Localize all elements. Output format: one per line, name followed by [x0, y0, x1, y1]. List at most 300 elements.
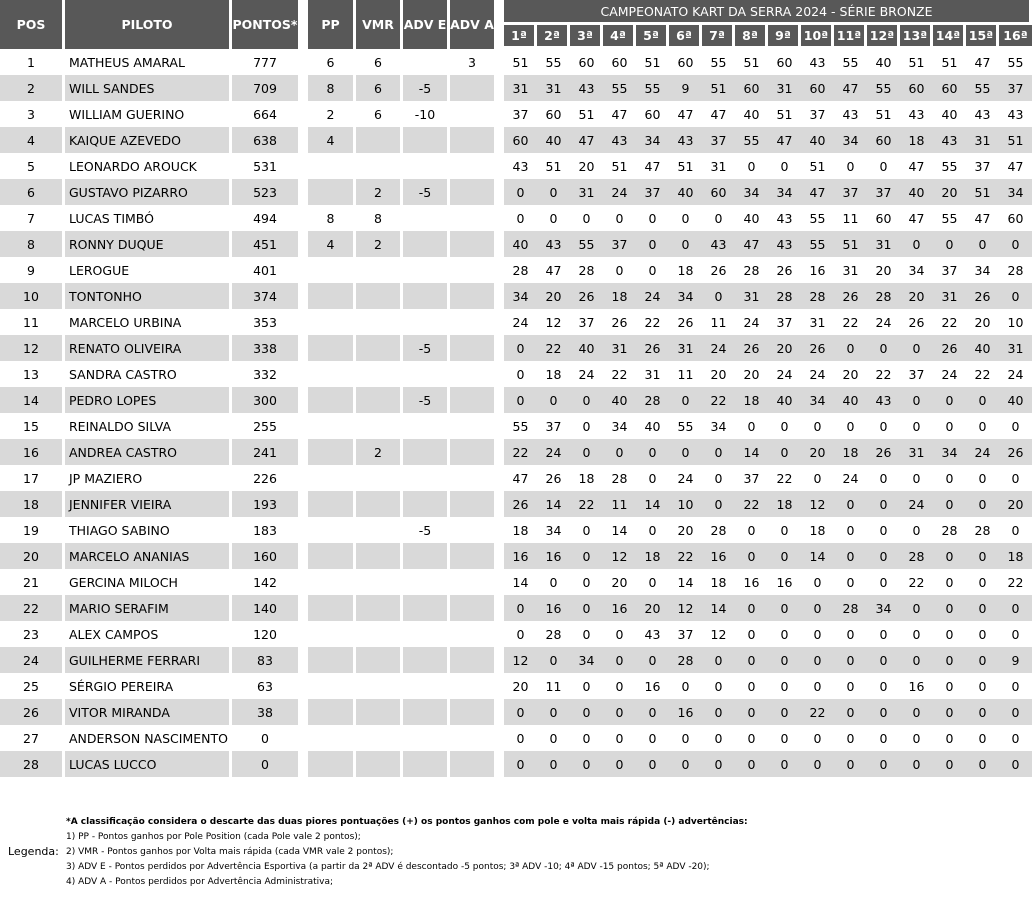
- race-points-cell: 22: [941, 314, 958, 330]
- column-gap: [301, 387, 308, 413]
- vmr-cell: [356, 517, 403, 543]
- points-cell: 140: [232, 595, 301, 621]
- adv-a-cell: [450, 751, 497, 777]
- race-points-cell: 0: [636, 699, 669, 725]
- column-gap: [497, 517, 504, 543]
- column-gap: [497, 283, 504, 309]
- race-points-cell: 0: [912, 418, 921, 434]
- race-points-cell: 0: [801, 595, 834, 621]
- column-gap: [301, 205, 308, 231]
- adv-a-cell: [450, 413, 497, 439]
- vmr-cell: [356, 361, 403, 387]
- header-pos: POS: [0, 0, 65, 49]
- race-points-cell: 0: [648, 522, 657, 538]
- race-points-cell: 20: [900, 283, 933, 309]
- column-gap: [301, 361, 308, 387]
- race-points-cell: 0: [735, 595, 768, 621]
- race-points-cell: 16: [908, 678, 925, 694]
- adv-e-cell: [403, 595, 450, 621]
- table-row: [0, 725, 1032, 751]
- table-row: [0, 517, 1032, 543]
- adv-e-cell: [403, 283, 450, 309]
- race-points-cell: 0: [735, 751, 768, 777]
- column-gap: [497, 361, 504, 387]
- race-points-cell: 0: [945, 730, 954, 746]
- race-points-cell: 47: [545, 262, 562, 278]
- table-row: [0, 439, 1032, 465]
- pilot-name-cell: REINALDO SILVA: [65, 413, 232, 439]
- adv-e-cell: [403, 231, 450, 257]
- race-points-cell: 55: [545, 54, 562, 70]
- race-points-cell: 0: [780, 678, 789, 694]
- pilot-name-cell: MARCELO URBINA: [65, 309, 232, 335]
- race-points-cell: 51: [512, 54, 529, 70]
- pp-cell: [308, 621, 356, 647]
- column-gap: [301, 335, 308, 361]
- race-points-cell: 16: [644, 678, 661, 694]
- column-gap: [497, 751, 504, 777]
- race-points-cell: 31: [669, 335, 702, 361]
- race-points-cell: 24: [776, 366, 793, 382]
- race-points-cell: 0: [933, 647, 966, 673]
- race-points-cell: 26: [834, 283, 867, 309]
- race-points-cell: 31: [900, 439, 933, 465]
- race-points-cell: 40: [834, 387, 867, 413]
- adv-a-cell: [450, 361, 497, 387]
- pp-cell: [308, 439, 356, 465]
- pp-cell: 4: [308, 127, 356, 153]
- adv-e-cell: [403, 49, 450, 75]
- race-points-cell: 11: [710, 314, 727, 330]
- race-points-cell: 28: [636, 387, 669, 413]
- race-points-cell: 14: [677, 574, 694, 590]
- pp-cell: [308, 491, 356, 517]
- pp-cell: 4: [308, 231, 356, 257]
- race-points-cell: 43: [702, 231, 735, 257]
- column-gap: [301, 153, 308, 179]
- race-points-cell: 20: [611, 574, 628, 590]
- race-points-cell: 0: [834, 491, 867, 517]
- vmr-cell: [356, 257, 403, 283]
- race-points-cell: 55: [570, 231, 603, 257]
- pilot-name-cell: LUCAS LUCCO: [65, 751, 232, 777]
- header-race-2: 2ª: [537, 25, 570, 49]
- table-row: [0, 595, 1032, 621]
- race-points-cell: 0: [702, 491, 735, 517]
- pp-cell: [308, 725, 356, 751]
- race-points-cell: 26: [999, 439, 1032, 465]
- column-gap: [301, 0, 308, 49]
- table-row: [0, 621, 1032, 647]
- race-points-cell: 0: [966, 231, 999, 257]
- race-points-cell: 31: [768, 75, 801, 101]
- vmr-cell: 2: [356, 439, 403, 465]
- race-points-cell: 0: [933, 595, 966, 621]
- race-points-cell: 0: [636, 647, 669, 673]
- race-points-cell: 47: [1007, 158, 1024, 174]
- race-points-cell: 0: [615, 262, 624, 278]
- race-points-cell: 0: [504, 751, 537, 777]
- points-cell: 451: [232, 231, 301, 257]
- pp-cell: 6: [308, 49, 356, 75]
- race-points-cell: 47: [834, 75, 867, 101]
- points-cell: 777: [232, 49, 301, 75]
- race-points-cell: 37: [974, 158, 991, 174]
- pp-cell: [308, 751, 356, 777]
- race-points-cell: 0: [879, 522, 888, 538]
- race-points-cell: 37: [908, 366, 925, 382]
- table-row: [0, 101, 1032, 127]
- race-points-cell: 22: [875, 366, 892, 382]
- race-points-cell: 26: [867, 439, 900, 465]
- adv-e-cell: [403, 673, 450, 699]
- race-points-cell: 43: [644, 626, 661, 642]
- race-points-cell: 37: [999, 75, 1032, 101]
- adv-a-cell: [450, 647, 497, 673]
- column-gap: [497, 101, 504, 127]
- adv-e-cell: [403, 647, 450, 673]
- column-gap: [301, 699, 308, 725]
- points-cell: 241: [232, 439, 301, 465]
- vmr-cell: [356, 387, 403, 413]
- header-race-12: 12ª: [867, 25, 900, 49]
- race-points-cell: 43: [512, 158, 529, 174]
- race-points-cell: 47: [710, 106, 727, 122]
- race-points-cell: 20: [999, 491, 1032, 517]
- race-points-cell: 28: [545, 626, 562, 642]
- race-points-cell: 0: [648, 730, 657, 746]
- adv-a-cell: [450, 335, 497, 361]
- pilot-name-cell: ANDREA CASTRO: [65, 439, 232, 465]
- pilot-name-cell: WILLIAM GUERINO: [65, 101, 232, 127]
- pilot-name-cell: KAIQUE AZEVEDO: [65, 127, 232, 153]
- race-points-cell: 0: [813, 418, 822, 434]
- race-points-cell: 0: [702, 439, 735, 465]
- race-points-cell: 0: [879, 626, 888, 642]
- race-points-cell: 0: [978, 574, 987, 590]
- race-points-cell: 51: [702, 75, 735, 101]
- pilot-name-cell: RENATO OLIVEIRA: [65, 335, 232, 361]
- race-points-cell: 31: [735, 283, 768, 309]
- race-points-cell: 37: [603, 231, 636, 257]
- race-points-cell: 28: [941, 522, 958, 538]
- race-points-cell: 40: [900, 179, 933, 205]
- race-points-cell: 0: [978, 470, 987, 486]
- pilot-name-cell: LEONARDO AROUCK: [65, 153, 232, 179]
- adv-e-cell: -5: [403, 335, 450, 361]
- pilot-name-cell: MARCELO ANANIAS: [65, 543, 232, 569]
- race-points-cell: 0: [912, 626, 921, 642]
- pp-cell: [308, 387, 356, 413]
- race-points-cell: 14: [735, 439, 768, 465]
- vmr-cell: [356, 699, 403, 725]
- column-gap: [497, 621, 504, 647]
- race-points-cell: 0: [966, 699, 999, 725]
- position-cell: 18: [0, 491, 65, 517]
- table-row: [0, 257, 1032, 283]
- vmr-cell: [356, 491, 403, 517]
- adv-a-cell: [450, 75, 497, 101]
- legend-item: 1) PP - Pontos ganhos por Pole Position (cada Pole vale 2 pontos);: [66, 832, 361, 842]
- adv-e-cell: [403, 621, 450, 647]
- race-points-cell: 20: [875, 262, 892, 278]
- race-points-cell: 0: [1011, 678, 1020, 694]
- race-points-cell: 18: [900, 127, 933, 153]
- race-points-cell: 0: [603, 439, 636, 465]
- race-points-cell: 0: [900, 231, 933, 257]
- race-points-cell: 43: [603, 127, 636, 153]
- race-points-cell: 51: [545, 158, 562, 174]
- vmr-cell: 2: [356, 179, 403, 205]
- pilot-name-cell: MATHEUS AMARAL: [65, 49, 232, 75]
- race-points-cell: 40: [875, 54, 892, 70]
- race-points-cell: 0: [933, 751, 966, 777]
- race-points-cell: 0: [879, 470, 888, 486]
- table-row: [0, 491, 1032, 517]
- race-points-cell: 24: [842, 470, 859, 486]
- pp-cell: [308, 335, 356, 361]
- race-points-cell: 0: [945, 418, 954, 434]
- race-points-cell: 0: [867, 699, 900, 725]
- race-points-cell: 43: [768, 231, 801, 257]
- race-points-cell: 31: [933, 283, 966, 309]
- race-points-cell: 0: [702, 699, 735, 725]
- adv-a-cell: [450, 465, 497, 491]
- table-row: [0, 569, 1032, 595]
- race-points-cell: 22: [611, 366, 628, 382]
- position-cell: 21: [0, 569, 65, 595]
- points-cell: 226: [232, 465, 301, 491]
- adv-a-cell: 3: [450, 49, 497, 75]
- race-points-cell: 16: [504, 543, 537, 569]
- race-points-cell: 11: [677, 366, 694, 382]
- table-row: [0, 283, 1032, 309]
- race-points-cell: 0: [900, 335, 933, 361]
- header-race-13: 13ª: [900, 25, 933, 49]
- adv-a-cell: [450, 725, 497, 751]
- header-pontos: PONTOS*: [232, 0, 301, 49]
- race-points-cell: 9: [999, 647, 1032, 673]
- race-points-cell: 0: [945, 626, 954, 642]
- pilot-name-cell: VITOR MIRANDA: [65, 699, 232, 725]
- position-cell: 14: [0, 387, 65, 413]
- race-points-cell: 0: [768, 543, 801, 569]
- table-row: [0, 751, 1032, 777]
- points-cell: 193: [232, 491, 301, 517]
- pilot-name-cell: JENNIFER VIEIRA: [65, 491, 232, 517]
- race-points-cell: 0: [813, 730, 822, 746]
- vmr-cell: 2: [356, 231, 403, 257]
- race-points-cell: 0: [669, 751, 702, 777]
- adv-a-cell: [450, 257, 497, 283]
- race-points-cell: 22: [776, 470, 793, 486]
- race-points-cell: 0: [582, 730, 591, 746]
- race-points-cell: 0: [966, 595, 999, 621]
- race-points-cell: 28: [867, 283, 900, 309]
- race-points-cell: 28: [900, 543, 933, 569]
- race-points-cell: 0: [582, 626, 591, 642]
- race-points-cell: 55: [512, 418, 529, 434]
- race-points-cell: 0: [516, 366, 525, 382]
- race-points-cell: 28: [801, 283, 834, 309]
- race-points-cell: 51: [578, 106, 595, 122]
- race-points-cell: 0: [702, 751, 735, 777]
- table-row: [0, 465, 1032, 491]
- race-points-cell: 60: [801, 75, 834, 101]
- race-points-cell: 47: [512, 470, 529, 486]
- adv-a-cell: [450, 439, 497, 465]
- race-points-cell: 0: [669, 387, 702, 413]
- race-points-cell: 60: [611, 54, 628, 70]
- race-points-cell: 0: [570, 439, 603, 465]
- race-points-cell: 24: [603, 179, 636, 205]
- race-points-cell: 0: [879, 730, 888, 746]
- race-points-cell: 37: [677, 626, 694, 642]
- race-points-cell: 20: [636, 595, 669, 621]
- pilot-name-cell: SÉRGIO PEREIRA: [65, 673, 232, 699]
- race-points-cell: 12: [603, 543, 636, 569]
- header-vmr: VMR: [356, 0, 403, 49]
- race-points-cell: 0: [615, 678, 624, 694]
- race-points-cell: 60: [867, 127, 900, 153]
- race-points-cell: 0: [747, 418, 756, 434]
- race-points-cell: 0: [999, 699, 1032, 725]
- race-points-cell: 47: [644, 158, 661, 174]
- legend-item: 3) ADV E - Pontos perdidos por Advertência Esportiva (a partir da 2ª ADV é descontado -5 pontos; 3ª ADV -10; 4ª ADV -15 pontos; 5ª ADV -20);: [66, 862, 710, 872]
- race-points-cell: 60: [900, 75, 933, 101]
- pp-cell: [308, 595, 356, 621]
- points-cell: 120: [232, 621, 301, 647]
- race-points-cell: 24: [875, 314, 892, 330]
- vmr-cell: [356, 569, 403, 595]
- race-points-cell: 0: [504, 179, 537, 205]
- race-points-cell: 0: [537, 387, 570, 413]
- race-points-cell: 16: [669, 699, 702, 725]
- race-points-cell: 31: [710, 158, 727, 174]
- race-points-cell: 18: [710, 574, 727, 590]
- pp-cell: [308, 283, 356, 309]
- column-gap: [301, 49, 308, 75]
- legend: [66, 815, 1026, 890]
- position-cell: 11: [0, 309, 65, 335]
- race-points-cell: 60: [545, 106, 562, 122]
- table-row: [0, 361, 1032, 387]
- position-cell: 12: [0, 335, 65, 361]
- race-points-cell: 28: [1007, 262, 1024, 278]
- table-row: [0, 127, 1032, 153]
- race-points-cell: 34: [834, 127, 867, 153]
- race-points-cell: 0: [1011, 730, 1020, 746]
- adv-e-cell: [403, 257, 450, 283]
- race-points-cell: 60: [578, 54, 595, 70]
- race-points-cell: 51: [776, 106, 793, 122]
- race-points-cell: 43: [933, 127, 966, 153]
- column-gap: [497, 725, 504, 751]
- points-cell: 664: [232, 101, 301, 127]
- race-points-cell: 43: [842, 106, 859, 122]
- header-pp: PP: [308, 0, 356, 49]
- position-cell: 16: [0, 439, 65, 465]
- race-points-cell: 34: [636, 127, 669, 153]
- vmr-cell: 6: [356, 75, 403, 101]
- points-cell: 531: [232, 153, 301, 179]
- race-points-cell: 0: [714, 470, 723, 486]
- race-points-cell: 18: [834, 439, 867, 465]
- position-cell: 24: [0, 647, 65, 673]
- race-points-cell: 60: [702, 179, 735, 205]
- pilot-name-cell: LUCAS TIMBÓ: [65, 205, 232, 231]
- race-points-cell: 0: [582, 210, 591, 226]
- position-cell: 5: [0, 153, 65, 179]
- points-cell: 63: [232, 673, 301, 699]
- race-points-cell: 37: [545, 418, 562, 434]
- adv-a-cell: [450, 517, 497, 543]
- pilot-name-cell: ALEX CAMPOS: [65, 621, 232, 647]
- position-cell: 4: [0, 127, 65, 153]
- race-points-cell: 40: [768, 387, 801, 413]
- header-race-10: 10ª: [801, 25, 834, 49]
- race-points-cell: 0: [537, 647, 570, 673]
- race-points-cell: 34: [735, 179, 768, 205]
- vmr-cell: [356, 621, 403, 647]
- race-points-cell: 28: [743, 262, 760, 278]
- race-points-cell: 0: [735, 699, 768, 725]
- race-points-cell: 14: [702, 595, 735, 621]
- race-points-cell: 0: [945, 574, 954, 590]
- race-points-cell: 0: [747, 522, 756, 538]
- race-points-cell: 18: [809, 522, 826, 538]
- race-points-cell: 0: [1011, 418, 1020, 434]
- header-race-14: 14ª: [933, 25, 966, 49]
- race-points-cell: 34: [669, 283, 702, 309]
- pilot-name-cell: WILL SANDES: [65, 75, 232, 101]
- race-points-cell: 22: [570, 491, 603, 517]
- race-points-cell: 26: [776, 262, 793, 278]
- position-cell: 2: [0, 75, 65, 101]
- race-points-cell: 34: [933, 439, 966, 465]
- race-points-cell: 28: [512, 262, 529, 278]
- column-gap: [301, 647, 308, 673]
- race-points-cell: 0: [549, 210, 558, 226]
- race-points-cell: 0: [516, 626, 525, 642]
- race-points-cell: 51: [834, 231, 867, 257]
- race-points-cell: 0: [702, 283, 735, 309]
- adv-e-cell: -10: [403, 101, 450, 127]
- pilot-name-cell: PEDRO LOPES: [65, 387, 232, 413]
- pp-cell: [308, 543, 356, 569]
- points-cell: 83: [232, 647, 301, 673]
- table-row: [0, 49, 1032, 75]
- race-points-cell: 60: [504, 127, 537, 153]
- points-cell: 494: [232, 205, 301, 231]
- race-points-cell: 0: [834, 647, 867, 673]
- race-points-cell: 0: [900, 699, 933, 725]
- header-adv-e: ADV E: [403, 0, 450, 49]
- position-cell: 28: [0, 751, 65, 777]
- race-points-cell: 55: [941, 158, 958, 174]
- pp-cell: 8: [308, 75, 356, 101]
- race-points-cell: 37: [702, 127, 735, 153]
- race-points-cell: 24: [743, 314, 760, 330]
- race-points-cell: 37: [578, 314, 595, 330]
- adv-a-cell: [450, 569, 497, 595]
- table-row: [0, 543, 1032, 569]
- position-cell: 9: [0, 257, 65, 283]
- column-gap: [301, 569, 308, 595]
- points-cell: 709: [232, 75, 301, 101]
- race-points-cell: 0: [846, 574, 855, 590]
- race-points-cell: 40: [603, 387, 636, 413]
